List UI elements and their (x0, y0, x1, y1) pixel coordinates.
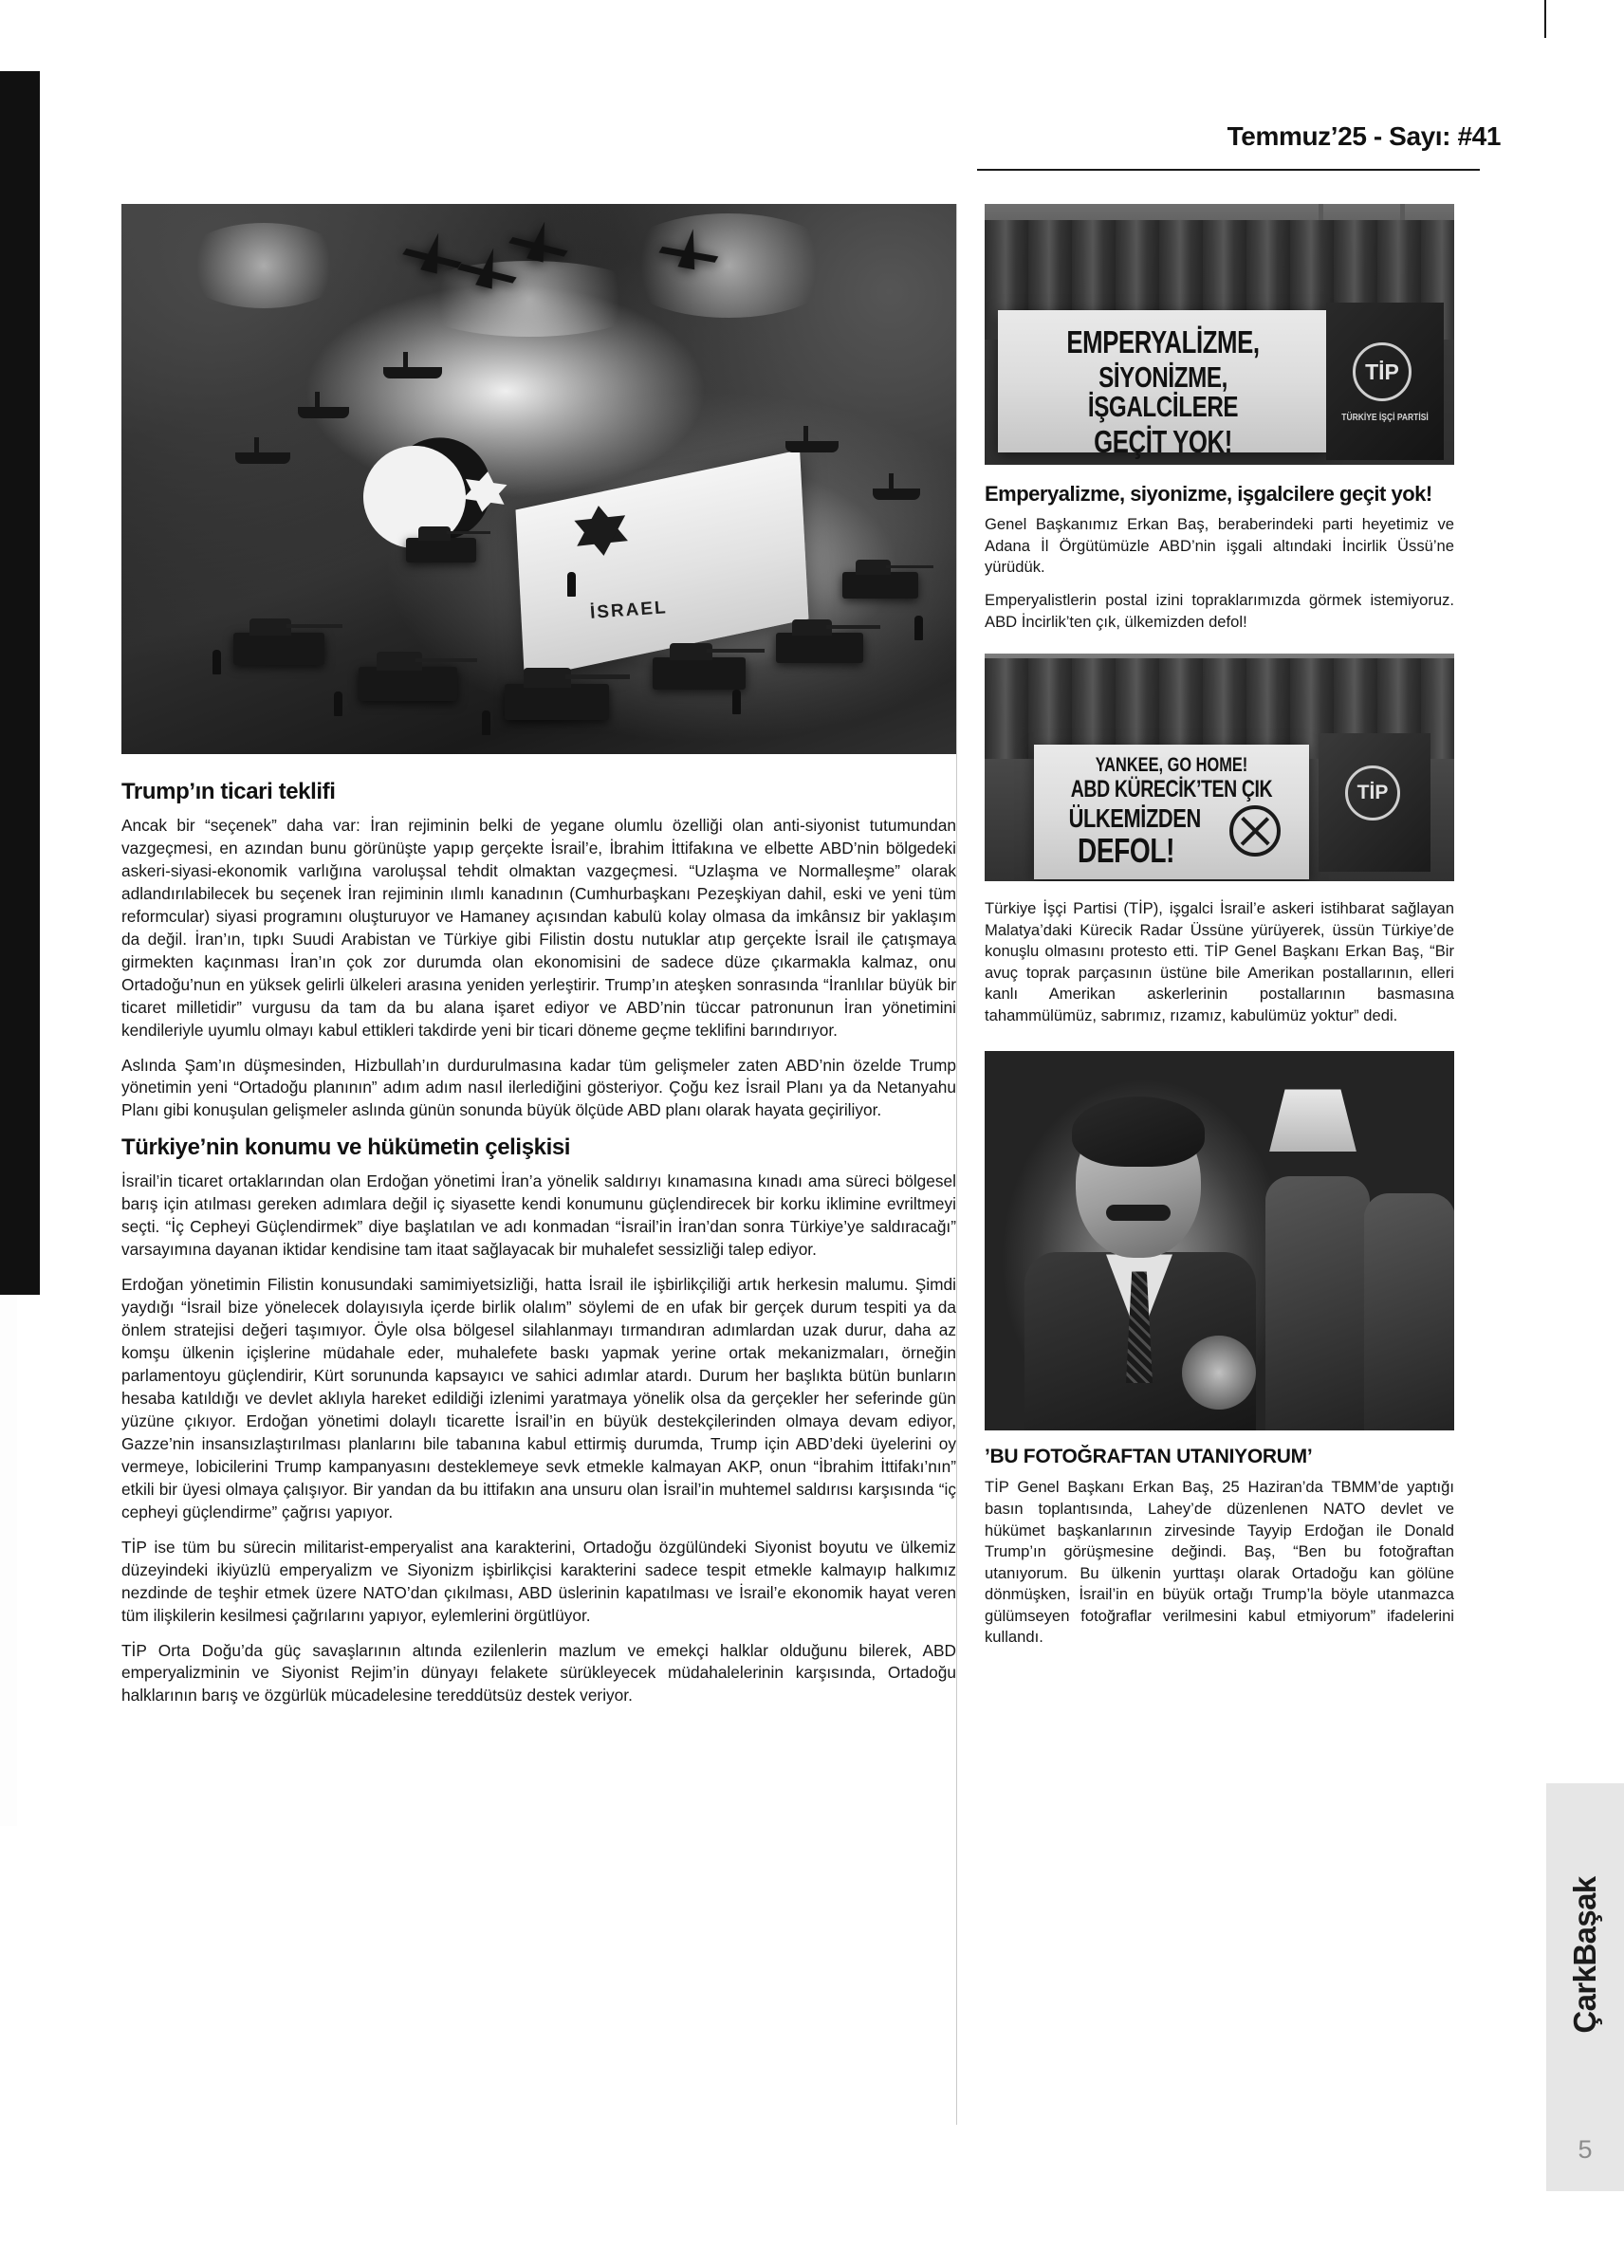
banner-line: GEÇİT YOK! (1094, 424, 1232, 459)
section-heading-emperyalizme: Emperyalizme, siyonizme, işgalcilere geçit yok! (985, 482, 1432, 506)
tip-logo: TİP (1353, 342, 1412, 401)
warship-icon (873, 489, 920, 500)
tank-icon (233, 633, 324, 665)
section-heading-utaniyorum: ’BU FOTOĞRAFTAN UTANIYORUM’ (985, 1446, 1313, 1468)
banner-line: ABD KÜRECİK’TEN ÇIK (1070, 776, 1273, 803)
tank-icon (505, 684, 609, 720)
smoke-plume (406, 261, 653, 337)
banner-line: SİYONİZME, İŞGALCİLERE (1087, 360, 1239, 423)
star-of-david-icon (573, 503, 628, 545)
israel-map-label: İSRAEL (589, 598, 669, 623)
tip-party-flag (1319, 733, 1430, 872)
israel-flag-shape (515, 450, 808, 678)
nato-emblem-icon (1229, 805, 1281, 857)
portrait-hair (1072, 1097, 1205, 1167)
body-paragraph: TİP Orta Doğu’da güç savaşlarının altında ezilenlerin mazlum ve emekçi halklar olduğunu bilerek, ABD emperyalizminin ve Siyonist Rejim’in dünyayı felakete sürükleyecek müdahalelerinin karşısında, Ortadoğu halklarının barış ve özgürlük mücadelesine tereddütsüz destek veriyor. (121, 1640, 956, 1706)
body-paragraph: Aslında Şam’ın düşmesinden, Hizbullah’ın durdurulmasına kadar tüm gelişmeler zaten ABD’nin özelde Trump yönetimin yeni “Ortadoğu planının” adım adım nasıl ilerlediğini gösteriyor. Çoğu kez İsrail Planı ya da Netanyahu Planı gibi konuşulan gelişmeler aslında günün sonunda büyük ölçüde ABD planı olarak hayata geçiriliyor. (121, 1055, 956, 1120)
banner-line: EMPERYALİZME, (1066, 324, 1260, 360)
turkish-star-symbol (463, 469, 508, 505)
warship-icon (383, 367, 442, 378)
tank-icon (776, 633, 863, 663)
middle-east-war-illustration (121, 204, 956, 754)
erkan-bas-press-conference-photo (985, 1051, 1454, 1430)
tip-kurecik-protest-photo (985, 654, 1454, 881)
tank-icon (842, 572, 918, 599)
lamp-shade (1269, 1089, 1356, 1152)
page-edge-artifact-left (0, 71, 40, 1295)
banner-line: DEFOL! (1077, 831, 1175, 871)
body-paragraph: İsrail’in ticaret ortaklarından olan Erdoğan yönetimi İran’a yönelik saldırıyı kınamasına kınadı ama süreci bölgesel barış için atılması gereken adımlara değil iç siyasette kendi konumunu güçlendirecek bir korku iklimine evriltmeyi seçti. “İç Cepheyi Güçlendirmek” diye başlatılan ve adı konmadan “İsrail’in İran’dan sonra Türkiye’ye saldıracağı” varsayımına dayanan iktidar kendisine tam itaat sağlayacak bir muhalefet sessizliği talep ediyor. (121, 1171, 956, 1260)
soldier-figure (732, 690, 741, 714)
section-heading-turkiye: Türkiye’nin konumu ve hükümetin çelişkisi (121, 1134, 571, 1161)
issue-header: Temmuz’25 - Sayı: #41 (1227, 121, 1501, 151)
fighter-jet-icon (420, 230, 447, 273)
body-paragraph: Emperyalistlerin postal izini topraklarımızda görmek istemiyoruz. ABD İncirlik’ten çık, ülkemizden defol! (985, 590, 1454, 631)
tank-icon (653, 657, 746, 690)
banner-line: ÜLKEMİZDEN (1068, 803, 1201, 834)
protest-banner (998, 310, 1328, 459)
right-column (985, 204, 1454, 1660)
body-paragraph: TİP ise tüm bu sürecin militarist-emperyalist ana karakterini, Ortadoğu özgülündeki Siyonist boyutu ve ülkemiz düzeyindeki ikiyüzlü emperyalizm ve Siyonizm işbirlikçisi karakterini sadece tespit etmekle kalmayıp halkımız nezdinde de teşhir etmek üzere NATO’dan çıkılması, ABD üslerinin kapatılması ve İsrail’e ekonomik hayat veren tüm ilişkilerin kesilmesi çağrılarını yapıyor, eylemlerini örgütlüyor. (121, 1537, 956, 1625)
body-paragraph: Erdoğan yönetimin Filistin konusundaki samimiyetsizliği, hatta İsrail ile işbirlikçiliği artık herkesin malumu. Şimdi yaydığı “İsrail bize yönelecek dolayısıyla içerde birlik olalım” söylemi de en ufak bir gerçek durum tespiti ya da önlem stratejisi değeri taşımıyor. Öyle olsa bölgesel silahlanmayı tırmandıran adımlardan uzak durur, daha az komşu ülkenin içişlerine müdahale eder, muhalefete baskı yapmak yerine ortak mekanizmaları, örneğin parlamentoyu güçlendirir, Kürt sorununda kapsayıcı ve sahici adımlar atardı. Durum her başlıkta bütün bunların hesaba katıldığı ve devlet aklıyla hareket edildiği izlenimi yaratmaya yönelik olsa da gerçekler her seferinde gün yüzüne çıkıyor. Erdoğan yönetimi dolaylı ticarette İsrail’in en büyük destekçilerinden olmaya devam ediyor, Gazze’nin insansızlaştırılması planlarını bile tabanına kabul ettirmiş durumda, Trump için ABD’deki üyelerini oy vermeye, lobicilerini Trump kampanyasını desteklemeye sevk etmekle kalmayan AKP, onun “İbrahim İttifakı’nın” etkili bir üyesi olmaya çalışıyor. Bir yandan da bu ittifakın ana unsuru olan İsrail’in muhtemel saldırısı karşısında “iç cepheyi güçlendirme” çağrısı yapıyor. (121, 1275, 956, 1521)
header-rule (977, 169, 1480, 171)
background-figure (1265, 1176, 1370, 1430)
soldier-figure (914, 616, 923, 640)
microphone-blur (1182, 1336, 1256, 1410)
background-figure (1364, 1193, 1454, 1430)
crop-mark (1544, 0, 1546, 38)
warship-icon (785, 441, 839, 452)
warship-icon (298, 407, 349, 418)
body-paragraph: TİP Genel Başkanı Erkan Baş, 25 Haziran’da TBMM’de yaptığı basın toplantısında, Lahey’de düzenlenen NATO devlet ve hükümet başkanlarının zirvesinde Tayyip Erdoğan ile Donald Trump’ın görüşmesine değindi. Baş, “Ben bu fotoğraftan utanıyorum. Bu ülkenin yurttaşı olarak Ortadoğu kan gölüne dönmüşken, İsrail’in en büyük ortağı Trump’la böyle utanmazca gülümseyen fotoğraflar verilmesini kabul etmiyorum” ifadelerini kullandı. (985, 1478, 1454, 1647)
publication-side-tab (1546, 1783, 1624, 2191)
tip-party-flag (1326, 303, 1444, 460)
page-edge-artifact-left-lower (0, 1295, 17, 1826)
soldier-figure (334, 691, 342, 716)
smoke-plume (178, 223, 349, 308)
portrait-mustache (1106, 1205, 1171, 1221)
fighter-jet-icon (526, 219, 553, 262)
soldier-figure (482, 710, 490, 735)
soldier-figure (212, 650, 221, 674)
soldier-figure (567, 572, 576, 597)
column-divider (956, 204, 957, 2125)
page-number: 5 (1578, 2135, 1593, 2164)
left-column (121, 204, 956, 1720)
warship-icon (235, 452, 290, 464)
tank-icon (406, 538, 476, 562)
tip-flag-caption: TÜRKİYE İŞÇİ PARTİSİ (1341, 413, 1429, 423)
tip-incirlik-protest-photo (985, 204, 1454, 465)
body-paragraph: Türkiye İşçi Partisi (TİP), işgalci İsrail’e askeri istihbarat sağlayan Malatya’daki Kürecik Radar Üssüne yürüyerek, üssün Türkiye’de konuşlu olmasını protesto etti. TİP Genel Başkanı Erkan Baş, “Bir avuç toprak parçasının üstüne bile Amerikan postallarının, elleri kanlı Amerikan askerlerinin postallarının basmasına tahammülümüz, sabrımız, rızamız, kabulümüz yoktur” dedi. (985, 899, 1454, 1024)
section-heading-trump: Trump’ın ticari teklifi (121, 779, 336, 804)
body-paragraph: Genel Başkanımız Erkan Baş, beraberindeki parti heyetimiz ve Adana İl Örgütümüzle ABD’nin işgali altındaki İncirlik Üssü’ne yürüdük. (985, 515, 1454, 577)
body-paragraph: Ancak bir “seçenek” daha var: İran rejiminin belki de yegane olumlu özelliği olan anti-siyonist tutumundan vazgeçmesi, en azından bunu görünüşte yapıp gerçekte İsrail’e, İbrahim İttifakına ve elbette ABD’nin bölgedeki askeri-siyasi-ekonomik varlığına varoluşsal tehdit olmaktan vazgeçmesi. “Uzlaşma ve Normalleşme” olarak adlandırılabilecek bu seçenek İran rejiminin ılımlı kanadının (Cumhurbaşkanı Pezeşkiyan dahil, eski ve yeni tüm reformcular) siyasi programını oluşturuyor ve Hamaney açısından kabulü kolay olmasa da imkânsız bir yaklaşım da değil. İran’ın, tıpkı Suudi Arabistan ve Türkiye gibi Filistin dostu nutuklar atıp gerçekte İsrail ile çatışmaya girmekten kaçınması İran’ın çok zor durumda olan ekonomisini de sadece düze çıkarmakla kalmaz, onu Ortadoğu’nun en yüksek gelirli ülkeleri arasına yeniden yerleştirir. Trump’ın ateşken sonrasında “İranlılar büyük bir ticaret milletidir” vurgusu da tam da bu alana işaret ediyor ve ABD’nin tüccar patronunun İran yönetimini kendileriyle uyumlu olmayı kabul ettikleri takdirde yeni bir ticari döneme geçme teklifini barındırıyor. (121, 816, 956, 1040)
publication-name: ÇarkBaşak (1567, 1875, 1602, 2034)
tip-logo: TİP (1345, 765, 1400, 821)
tank-icon (359, 667, 457, 701)
banner-line: YANKEE, GO HOME! (1095, 754, 1248, 777)
